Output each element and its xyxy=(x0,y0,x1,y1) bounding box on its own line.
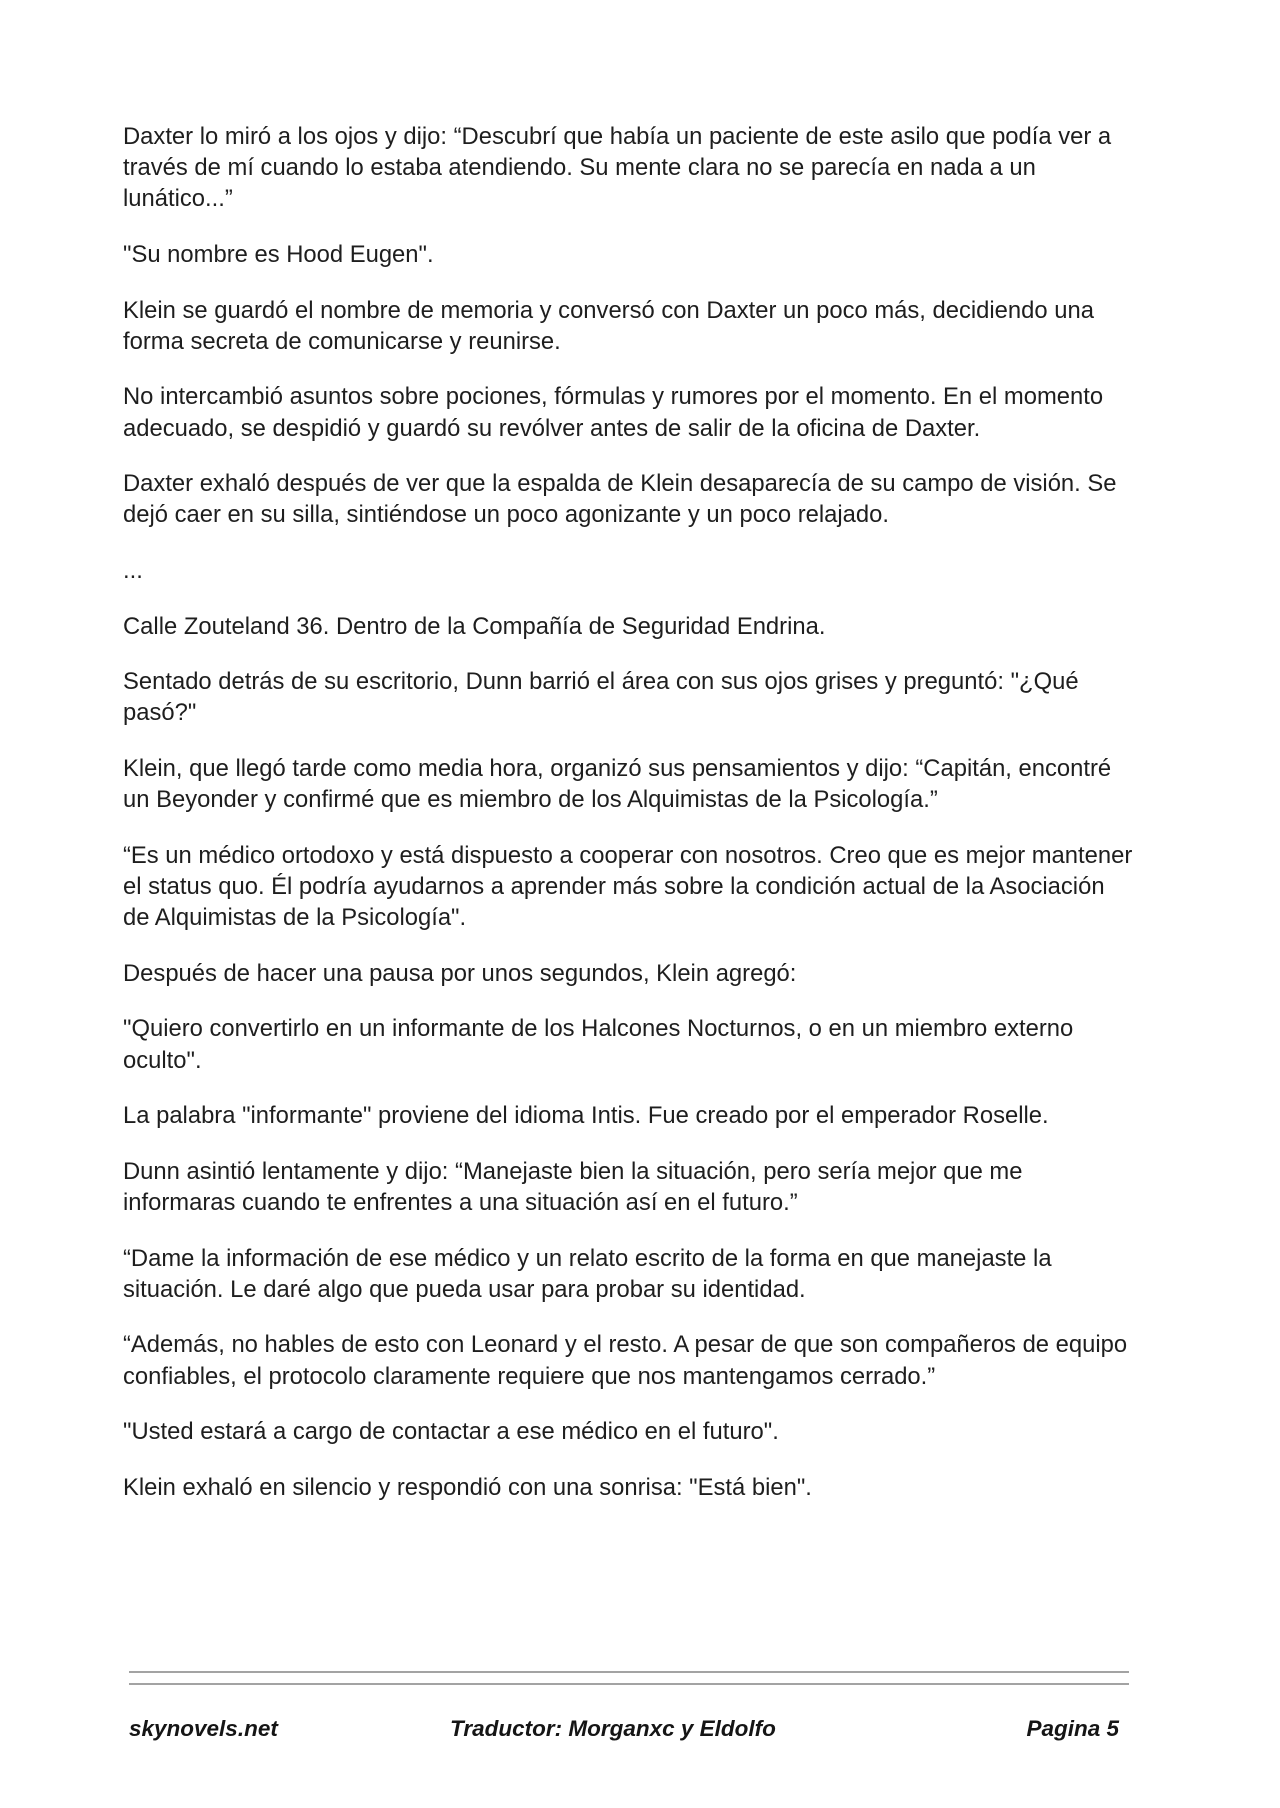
paragraph-1 xyxy=(123,121,1163,215)
paragraph-line: pasó?" xyxy=(123,699,197,727)
document-body xyxy=(123,121,1163,1527)
paragraph-13 xyxy=(123,1100,1163,1131)
paragraph-line: Dunn asintió lentamente y dijo: “Manejaste bien la situación, pero sería mejor que me xyxy=(123,1157,1023,1185)
paragraph-15 xyxy=(123,1243,1163,1305)
paragraph-line: informaras cuando te enfrentes a una situación así en el futuro.” xyxy=(123,1188,798,1216)
paragraph-16 xyxy=(123,1329,1163,1391)
paragraph-line: dejó caer en su silla, sintiéndose un poco agonizante y un poco relajado. xyxy=(123,501,889,529)
paragraph-line: "Usted estará a cargo de contactar a ese médico en el futuro". xyxy=(123,1418,779,1446)
paragraph-2 xyxy=(123,239,1163,270)
footer-site: skynovels.net xyxy=(129,1716,278,1741)
paragraph-line: situación. Le daré algo que pueda usar para probar su identidad. xyxy=(123,1275,806,1303)
paragraph-line: un Beyonder y confirmé que es miembro de los Alquimistas de la Psicología.” xyxy=(123,786,938,814)
paragraph-line: “Es un médico ortodoxo y está dispuesto a cooperar con nosotros. Creo que es mejor mantener xyxy=(123,841,1133,869)
paragraph-line: el status quo. Él podría ayudarnos a aprender más sobre la condición actual de la Asociación xyxy=(123,872,1105,900)
paragraph-line: “Dame la información de ese médico y un relato escrito de la forma en que manejaste la xyxy=(123,1244,1052,1272)
paragraph-5 xyxy=(123,468,1163,530)
paragraph-line: No intercambió asuntos sobre pociones, fórmulas y rumores por el momento. En el momento xyxy=(123,383,1104,411)
paragraph-line: Calle Zouteland 36. Dentro de la Compañía de Seguridad Endrina. xyxy=(123,612,826,640)
paragraph-8 xyxy=(123,666,1163,728)
paragraph-line: oculto". xyxy=(123,1046,202,1074)
paragraph-line: forma secreta de comunicarse y reunirse. xyxy=(123,327,561,355)
footer-rule-top xyxy=(129,1671,1129,1673)
paragraph-11 xyxy=(123,958,1163,989)
paragraph-line: Klein, que llegó tarde como media hora, organizó sus pensamientos y dijo: “Capitán, encontré xyxy=(123,754,1112,782)
paragraph-line: Klein exhaló en silencio y respondió con una sonrisa: "Está bien". xyxy=(123,1473,812,1501)
paragraph-9 xyxy=(123,753,1163,815)
paragraph-line: ... xyxy=(123,556,143,584)
paragraph-line: Daxter exhaló después de ver que la espalda de Klein desaparecía de su campo de visión. Se xyxy=(123,470,1117,498)
paragraph-7 xyxy=(123,611,1163,642)
paragraph-line: Klein se guardó el nombre de memoria y conversó con Daxter un poco más, decidiendo una xyxy=(123,296,1094,324)
paragraph-line: "Quiero convertirlo en un informante de los Halcones Nocturnos, o en un miembro externo xyxy=(123,1015,1074,1043)
paragraph-line: adecuado, se despidió y guardó su revólver antes de salir de la oficina de Daxter. xyxy=(123,414,981,442)
paragraph-14 xyxy=(123,1156,1163,1218)
footer-translator: Traductor: Morganxc y Eldolfo xyxy=(450,1716,776,1741)
paragraph-line: "Su nombre es Hood Eugen". xyxy=(123,241,434,268)
paragraph-4 xyxy=(123,381,1163,443)
paragraph-18 xyxy=(123,1472,1163,1503)
scene-break xyxy=(123,555,1163,586)
paragraph-line: través de mí cuando lo estaba atendiendo. Su mente clara no se parecía en nada a un xyxy=(123,154,1036,182)
paragraph-line: confiables, el protocolo claramente requiere que nos mantengamos cerrado.” xyxy=(123,1362,936,1390)
paragraph-12 xyxy=(123,1013,1163,1075)
paragraph-line: Sentado detrás de su escritorio, Dunn barrió el área con sus ojos grises y preguntó: "¿Qué xyxy=(123,668,1079,696)
paragraph-10 xyxy=(123,840,1163,934)
paragraph-line: La palabra "informante" proviene del idioma Intis. Fue creado por el emperador Roselle. xyxy=(123,1102,1049,1130)
paragraph-line: Después de hacer una pausa por unos segundos, Klein agregó: xyxy=(123,959,797,987)
paragraph-line: lunático...” xyxy=(123,185,233,213)
paragraph-line: Daxter lo miró a los ojos y dijo: “Descubrí que había un paciente de este asilo que podía ver a xyxy=(123,123,1112,150)
footer-page-number: Pagina 5 xyxy=(1026,1716,1119,1741)
paragraph-3 xyxy=(123,295,1163,357)
footer-rule-bottom xyxy=(129,1683,1129,1685)
paragraph-line: “Además, no hables de esto con Leonard y el resto. A pesar de que son compañeros de equipo xyxy=(123,1331,1128,1359)
paragraph-17 xyxy=(123,1416,1163,1447)
paragraph-line: de Alquimistas de la Psicología". xyxy=(123,904,467,932)
